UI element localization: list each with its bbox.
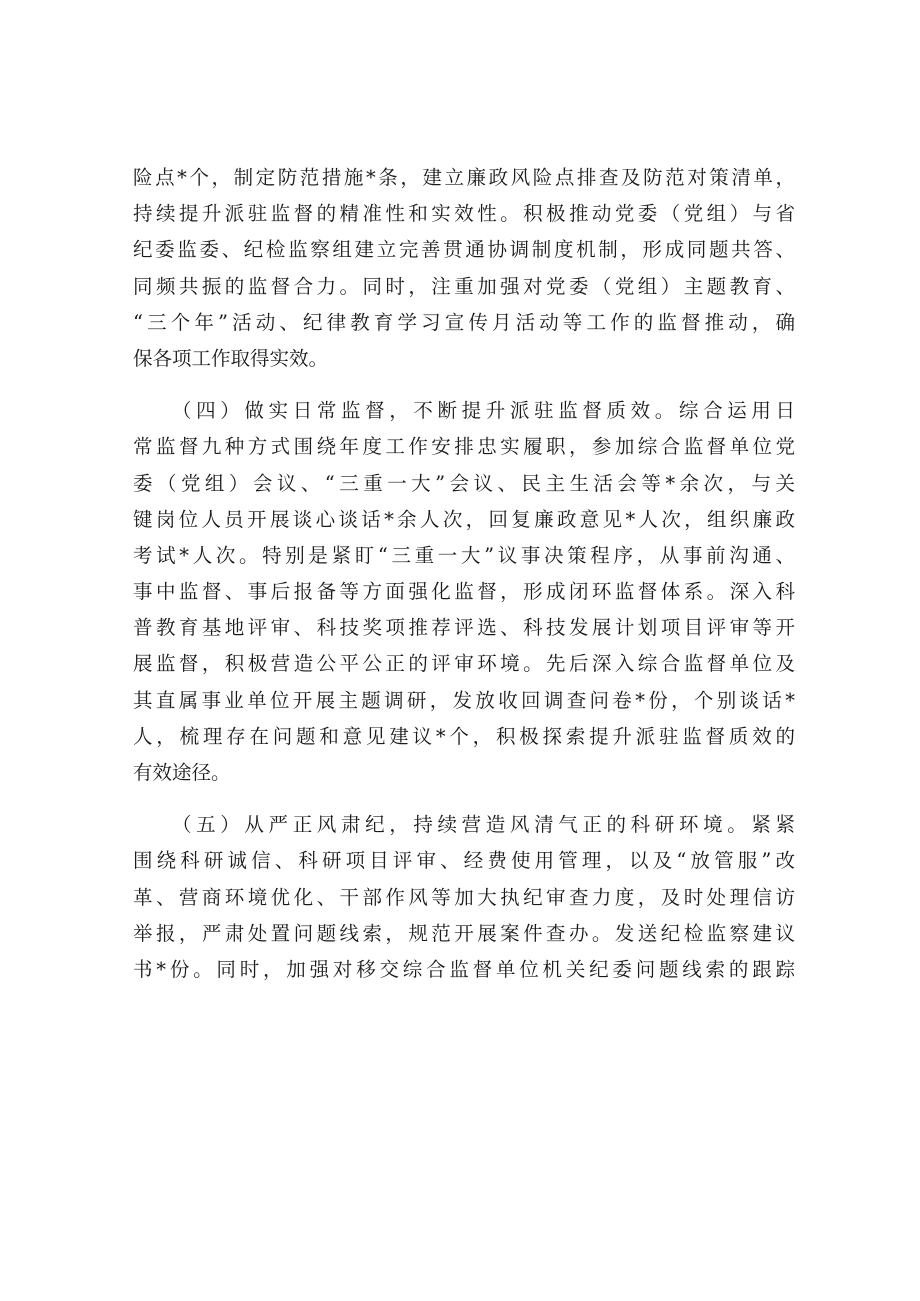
text-line: （五）从严正风肃纪，持续营造风清气正的科研环境。紧紧 [172, 813, 795, 837]
text-line: “三个年”活动、纪律教育学习宣传月活动等工作的监督推动，确 [133, 310, 795, 334]
text-line: 考试*人次。特别是紧盯“三重一大”议事决策程序，从事前沟通、 [133, 543, 795, 567]
text-line: 围绕科研诚信、科研项目评审、经费使用管理，以及“放管服”改 [133, 849, 795, 873]
text-line: 同频共振的监督合力。同时，注重加强对党委（党组）主题教育、 [133, 274, 795, 298]
text-line: （四）做实日常监督，不断提升派驻监督质效。综合运用日 [172, 399, 795, 423]
text-line: 持续提升派驻监督的精准性和实效性。积极推动党委（党组）与省 [133, 202, 795, 226]
text-line: 委（党组）会议、“三重一大”会议、民主生活会等*余次，与关 [133, 471, 795, 495]
text-line: 人，梳理存在问题和意见建议*个，积极探索提升派驻监督质效的 [133, 724, 795, 748]
text-line: 事中监督、事后报备等方面强化监督，形成闭环监督体系。深入科 [133, 580, 795, 604]
text-line: 常监督九种方式围绕年度工作安排忠实履职，参加综合监督单位党 [133, 435, 795, 459]
document-body [133, 160, 795, 988]
text-line: 展监督，积极营造公平公正的评审环境。先后深入综合监督单位及 [133, 652, 795, 676]
text-line: 纪委监委、纪检监察组建立完善贯通协调制度机制，形成同题共答、 [133, 238, 795, 262]
paragraph-section-four [133, 393, 795, 791]
text-line: 普教育基地评审、科技奖项推荐评选、科技发展计划项目评审等开 [133, 616, 795, 640]
text-line: 键岗位人员开展谈心谈话*余人次，回复廉政意见*人次，组织廉政 [133, 507, 795, 531]
text-line: 有效途径。 [133, 761, 231, 784]
paragraph-continuation [133, 160, 795, 377]
text-line: 革、营商环境优化、干部作风等加大执纪审查力度，及时处理信访 [133, 885, 795, 909]
text-line: 其直属事业单位开展主题调研，发放收回调查问卷*份，个别谈话* [133, 688, 795, 712]
text-line: 险点*个，制定防范措施*条，建立廉政风险点排查及防范对策清单， [133, 166, 795, 189]
text-line: 书*份。同时，加强对移交综合监督单位机关纪委问题线索的跟踪 [133, 957, 795, 981]
text-line: 保各项工作取得实效。 [133, 346, 329, 370]
text-line: 举报，严肃处置问题线索，规范开展案件查办。发送纪检监察建议 [133, 921, 795, 945]
paragraph-section-five [133, 807, 795, 988]
